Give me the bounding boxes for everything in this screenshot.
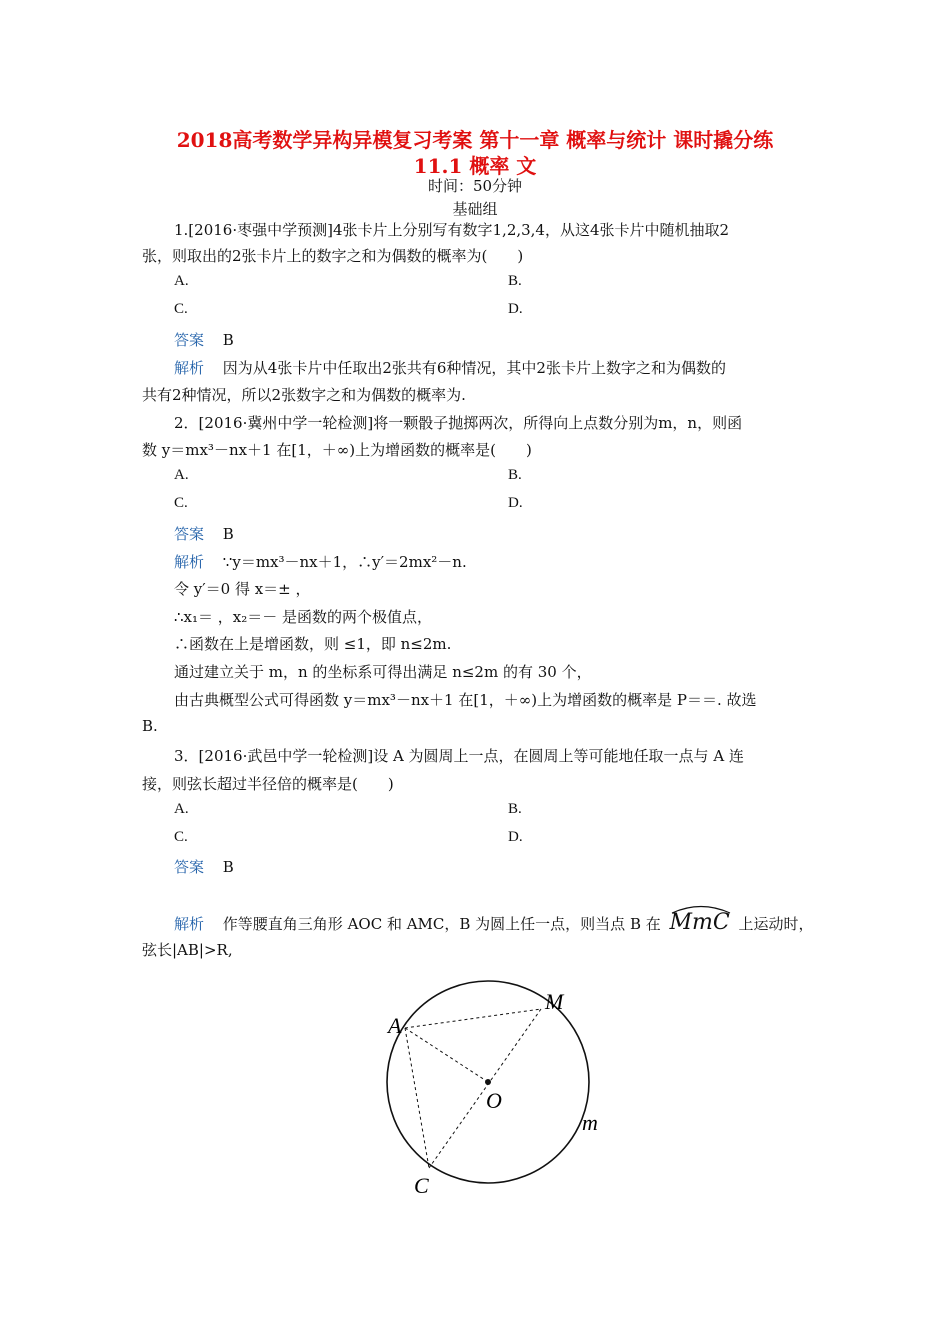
q1-answer [174,329,234,350]
q3-answer-value: B [222,858,234,876]
q1-analysis-text1: 因为从4张卡片中任取出2张共有6种情况，其中2张卡片上数字之和为偶数的 [222,359,726,377]
label-m-arc: m [582,1110,598,1135]
q3-answer [174,856,234,877]
q2-stem-line1: 2．[2016·冀州中学一轮检测]将一颗骰子抛掷两次，所得向上点数分别为m，n，则函 [174,414,743,432]
q3-analysis-label: 解析 [174,915,205,933]
q3-option-b: B. [508,801,522,817]
label-c: C [414,1173,429,1198]
q1-analysis-label: 解析 [174,359,205,377]
diameter-mc [429,1009,541,1168]
q2-analysis-line6: 由古典概型公式可得函数 y＝mx³－nx＋1 在[1，＋∞)上为增函数的概率是 P＝＝. 故选 [174,691,757,709]
q3-analysis-line1 [174,910,814,935]
label-a: A [388,1013,402,1038]
q2-analysis-line3: ∴x₁＝ ，x₂＝－ 是函数的两个极值点， [174,608,433,626]
chord-am [405,1009,541,1028]
arc-mmc-label [670,910,730,935]
radius-ao [405,1028,488,1082]
q3-option-a: A. [174,801,189,817]
q3-analysis-text1a: 作等腰直角三角形 AOC 和 AMC，B 为圆上任一点，则当点 B 在 [222,915,661,933]
q2-answer-value: B [222,525,234,543]
q2-analysis-text1: ∵y＝mx³－nx＋1，∴y′＝2mx²－n. [222,553,467,571]
q1-stem-line1: 1.[2016·枣强中学预测]4张卡片上分别写有数字1,2,3,4，从这4张卡片中随机抽取2 [174,221,730,239]
q1-stem-line2: 张，则取出的2张卡片上的数字之和为偶数的概率为( ) [142,247,524,265]
q1-answer-value: B [222,331,234,349]
q1-option-d: D. [508,301,523,317]
q1-option-c: C. [174,301,188,317]
q3-stem-line2: 接，则弦长超过半径倍的概率是( ) [142,775,394,793]
q2-analysis-line1 [174,551,467,572]
group-heading: 基础组 [452,200,498,218]
q2-answer-label: 答案 [174,525,205,543]
q1-analysis-line1 [174,357,726,378]
q2-analysis-line4: ∴函数在上是增函数，则 ≤1，即 n≤2m. [174,635,452,653]
q2-analysis-line5: 通过建立关于 m，n 的坐标系可得出满足 n≤2m 的有 30 个， [174,663,592,681]
arc-overline-icon [670,904,732,914]
doc-title-line1: 2018高考数学异构异模复习考案 第十一章 概率与统计 课时撬分练 [176,128,774,152]
circle-figure [370,975,620,1205]
q2-option-d: D. [508,495,523,511]
label-m: M [545,989,564,1014]
q3-answer-label: 答案 [174,858,205,876]
q3-analysis-line2: 弦长|AB|>R, [142,941,233,959]
q2-analysis-line7: B. [142,717,158,735]
q2-option-a: A. [174,467,189,483]
q2-answer [174,523,234,544]
chord-ac [405,1028,429,1168]
q3-stem-line1: 3．[2016·武邑中学一轮检测]设 A 为圆周上一点，在圆周上等可能地任取一点与 A 连 [174,747,744,765]
q1-answer-label: 答案 [174,331,205,349]
q2-analysis-line2: 令 y′＝0 得 x＝± ， [174,580,311,598]
arc-mmc-text: MmC [669,910,730,935]
q1-analysis-line2: 共有2种情况，所以2张数字之和为偶数的概率为. [142,386,466,404]
q1-option-a: A. [174,273,189,289]
doc-title-line2: 11.1 概率 文 [413,154,537,178]
q3-option-c: C. [174,829,188,845]
q2-option-c: C. [174,495,188,511]
center-point [485,1079,491,1085]
q2-stem-line2: 数 y＝mx³－nx＋1 在[1，＋∞)上为增函数的概率是( ) [142,441,532,459]
q3-analysis-text1b: 上运动时， [738,915,814,933]
q2-analysis-label: 解析 [174,553,205,571]
q1-option-b: B. [508,273,522,289]
q2-option-b: B. [508,467,522,483]
time-limit: 时间：50分钟 [427,177,523,195]
label-o: O [486,1088,502,1113]
q3-option-d: D. [508,829,523,845]
